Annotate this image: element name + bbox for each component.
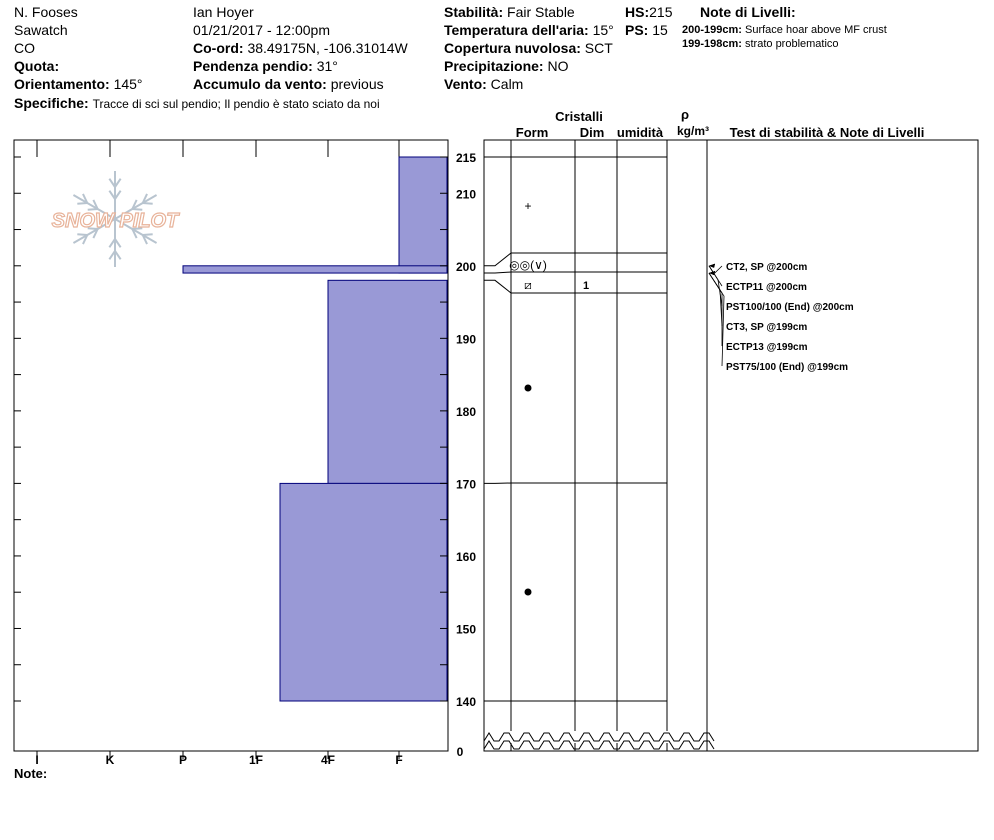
hardness-grid bbox=[37, 140, 399, 157]
hardness-tick-label: 1F bbox=[248, 753, 264, 767]
observer: Ian Hoyer bbox=[193, 4, 254, 20]
height-tick-label: 210 bbox=[455, 187, 477, 202]
crystal-form-symbol bbox=[525, 385, 532, 392]
test-leader-line bbox=[709, 273, 722, 326]
air-temp-value: 15° bbox=[592, 22, 614, 38]
wind-label: Vento: bbox=[444, 76, 487, 92]
wind-value: Calm bbox=[490, 76, 524, 92]
hardness-bar bbox=[183, 266, 447, 273]
stability-test-label: ECTP13 @199cm bbox=[726, 342, 808, 353]
layer-note-2-text: strato problematico bbox=[745, 38, 839, 50]
test-leader-line bbox=[709, 273, 722, 346]
stability-test-label: PST75/100 (End) @199cm bbox=[726, 362, 849, 373]
height-tick-label: 190 bbox=[455, 332, 477, 347]
height-tick-label: 215 bbox=[455, 151, 477, 165]
precip-label: Precipitazione: bbox=[444, 58, 544, 74]
hardness-tick-label: K bbox=[105, 753, 115, 767]
stability-test-label: CT3, SP @199cm bbox=[726, 322, 808, 333]
layer-table bbox=[484, 140, 978, 751]
hardness-tick-label: F bbox=[395, 753, 403, 767]
snowflake-branch bbox=[143, 203, 153, 204]
layer-table-frame bbox=[484, 140, 978, 751]
hardness-tick-label: I bbox=[35, 753, 39, 767]
slope-value: 31° bbox=[316, 58, 338, 74]
coord-value: 38.49175N, -106.31014W bbox=[247, 40, 408, 56]
density-unit-header: kg/m³ bbox=[676, 124, 710, 138]
crystal-form-symbol: + bbox=[524, 199, 532, 213]
snowflake-branch bbox=[77, 203, 87, 204]
snowflake-branch bbox=[143, 234, 153, 235]
slope-label: Pendenza pendio: bbox=[193, 58, 313, 74]
layer-connector bbox=[484, 280, 511, 293]
layer-note-1-text: Surface hoar above MF crust bbox=[745, 24, 887, 36]
hardness-tick-label: P bbox=[178, 753, 188, 767]
stability-tests bbox=[709, 262, 854, 373]
logo-text: SNOW PILOT bbox=[51, 210, 179, 232]
hardness-tick-label: 4F bbox=[320, 753, 336, 767]
tests-header: Test di stabilità & Note di Livelli bbox=[729, 125, 925, 140]
stability-test-label: CT2, SP @200cm bbox=[726, 262, 808, 273]
snowpilot-logo bbox=[52, 171, 180, 267]
datetime: 01/21/2017 - 12:00pm bbox=[193, 22, 330, 38]
height-tick-label: 170 bbox=[455, 477, 477, 492]
form-header: Form bbox=[515, 125, 549, 140]
hs-value: 215 bbox=[649, 4, 673, 20]
crystal-form-symbol: ◎◎(∨) bbox=[509, 258, 547, 272]
state: CO bbox=[14, 40, 35, 56]
height-tick-label: 180 bbox=[455, 404, 477, 419]
elevation-label: Quota: bbox=[14, 58, 60, 74]
hs-label: HS: bbox=[625, 4, 650, 20]
rho-header: ρ bbox=[680, 107, 690, 122]
crystal-form-symbol bbox=[525, 589, 532, 596]
layer-connector bbox=[484, 253, 511, 266]
layer-note-1-range: 200-199cm: bbox=[682, 24, 742, 36]
cloud-label: Copertura nuvolosa: bbox=[444, 40, 581, 56]
precip-value: NO bbox=[547, 58, 569, 74]
notes-label: Note: bbox=[14, 766, 48, 781]
aspect-label: Orientamento: bbox=[14, 76, 110, 92]
layer-note-2-range: 199-198cm: bbox=[682, 38, 742, 50]
stability-label: Stabilità: bbox=[444, 4, 504, 20]
stability-value: Fair Stable bbox=[507, 4, 575, 20]
hardness-bar bbox=[399, 157, 447, 273]
hardness-bars bbox=[183, 157, 447, 701]
wind-loading-label: Accumulo da vento: bbox=[193, 76, 327, 92]
height-tick-label: 200 bbox=[455, 259, 477, 274]
height-tick-label: 160 bbox=[455, 549, 477, 564]
snowflake-branch bbox=[77, 234, 87, 235]
location: N. Fooses bbox=[14, 4, 78, 20]
coord-label: Co-ord: bbox=[193, 40, 244, 56]
air-temp-label: Temperatura dell'aria: bbox=[444, 22, 589, 38]
range: Sawatch bbox=[14, 22, 68, 38]
height-break-label: 0 bbox=[456, 745, 464, 759]
hardness-bar bbox=[328, 280, 447, 483]
stability-test-label: PST100/100 (End) @200cm bbox=[726, 302, 854, 313]
hardness-axis bbox=[35, 751, 402, 767]
hardness-bar bbox=[280, 483, 447, 701]
specifics-label: Specifiche: bbox=[14, 95, 89, 111]
moisture-header: umidità bbox=[616, 125, 664, 140]
cloud-value: SCT bbox=[584, 40, 613, 56]
crystal-dim: 1 bbox=[583, 280, 590, 292]
layer-connector bbox=[484, 272, 511, 273]
wind-loading-value: previous bbox=[330, 76, 384, 92]
height-tick-label: 140 bbox=[455, 695, 477, 709]
layer-notes-title: Note di Livelli: bbox=[700, 4, 796, 20]
height-tick-label: 150 bbox=[455, 622, 477, 637]
crystal-form-symbol: ⧄ bbox=[524, 278, 532, 292]
crystals-header: Cristalli bbox=[555, 109, 603, 124]
dim-header: Dim bbox=[579, 125, 605, 140]
stability-test-label: ECTP11 @200cm bbox=[726, 282, 807, 293]
ps-value: 15 bbox=[652, 22, 668, 38]
specifics-value: Tracce di sci sul pendio; Il pendio è stato sciato da noi bbox=[92, 97, 380, 111]
ps-label: PS: bbox=[625, 22, 649, 38]
aspect-value: 145° bbox=[113, 76, 143, 92]
